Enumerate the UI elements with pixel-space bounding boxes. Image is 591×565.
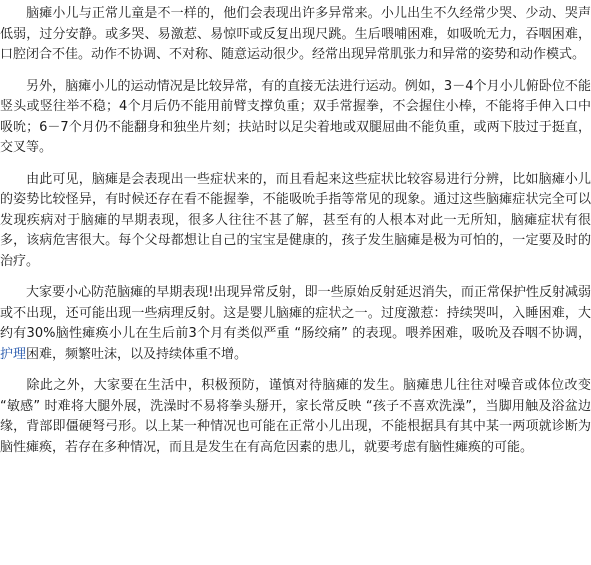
paragraph-2 bbox=[0, 77, 591, 159]
paragraph-3 bbox=[0, 170, 591, 273]
paragraph-5 bbox=[0, 376, 591, 458]
paragraph-2-text: 另外，脑瘫小儿的运动情况是比较异常，有的直接无法进行运动。例如，3－4个月小儿俯卧位不能竖头或竖往举不稳；4个月后仍不能用前臂支撑负重；双手常握拳，不会握住小棒，不能将手伸入口中吸吮；6－7个月仍不能翻身和独坐片刻；扶站时以足尖着地或双腿屈曲不能负重，或两下肢过于挺直，交叉等。 bbox=[0, 78, 591, 155]
paragraph-1-text: 脑瘫小儿与正常儿童是不一样的，他们会表现出许多异常来。小儿出生不久经常少哭、少动、哭声低弱，过分安静。或多哭、易激惹、易惊吓或反复出现尺跳。生后喂哺困难，如吸吮无力，吞咽困难，口腔闭合不佳。动作不协调、不对称、随意运动很少。经常出现异常肌张力和异常的姿势和动作模式。 bbox=[0, 6, 591, 62]
paragraph-4-text-before: 大家要小心防范脑瘫的早期表现!出现异常反射，即一些原始反射延迟消失，而正常保护性反射减弱或不出现，还可能出现一些病理反射。这是婴儿脑瘫的症状之一。过度激惹：持续哭叫，入睡困难，大约有30%脑性瘫痪小儿在生后前3个月有类似严重 “肠绞痛” 的表现。喂养困难，吸吮及吞咽不协调， bbox=[0, 285, 591, 341]
paragraph-1 bbox=[0, 4, 591, 66]
nursing-link[interactable]: 护理 bbox=[0, 346, 27, 362]
paragraph-4 bbox=[0, 283, 591, 365]
paragraph-4-text-after: 困难，频繁吐沫，以及持续体重不增。 bbox=[26, 346, 248, 362]
paragraph-3-text: 由此可见，脑瘫是会表现出一些症状来的，而且看起来这些症状比较容易进行分辨，比如脑瘫小儿的姿势比较怪异，有时候还存在看不能握拳，不能吸吮手指等常见的现象。通过这些脑瘫症状完全可以发现疾病对于脑瘫的早期表现，很多人往往不甚了解，甚至有的人根本对此一无所知，脑瘫症状有很多，该病危害很大。每个父母都想让自己的宝宝是健康的，孩子发生脑瘫是极为可怕的，一定要及时的治疗。 bbox=[0, 171, 591, 269]
paragraph-5-text: 除此之外，大家要在生活中，积极预防，谨慎对待脑瘫的发生。脑瘫患儿往往对噪音或体位改变 “敏感” 时难将大腿外展，洗澡时不易将拳头掰开，家长常反映 “孩子不喜欢洗澡”，当脚用触及浴盆边缘，背部即僵硬弩弓形。以上某一种情况也可能在正常小儿出现，不能根据具有其中某一两项就诊断为脑性瘫痪，若存在多种情况，而且是发生在有高危因素的患儿，就要考虑有脑性瘫痪的可能。 bbox=[0, 378, 591, 455]
